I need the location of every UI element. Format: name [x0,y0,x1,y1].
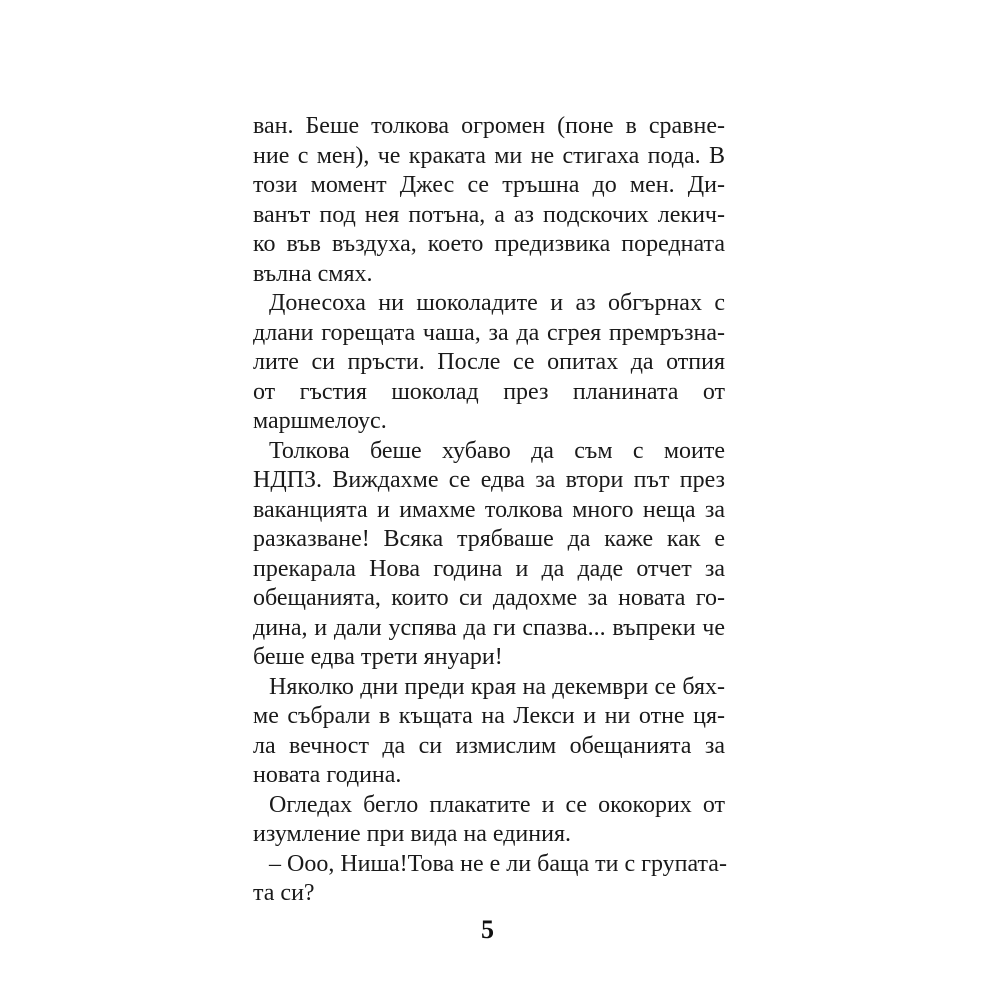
text-line: Толкова беше хубаво да съм с моите [269,437,725,464]
text-line: Огледах бегло плакатите и се ококорих от [269,791,725,818]
text-line: длани горещата чаша, за да сгрея премръзна- [253,319,725,346]
text-line: Донесоха ни шоколадите и аз обгърнах с [269,290,725,316]
text-line: ванът под нея потъна, а аз подскочих лекич- [253,201,725,228]
text-line: ме събрали в къщата на Лекси и ни отне ця- [253,703,725,729]
text-line: от гъстия шоколад през планината от [253,378,725,405]
text-line: ваканцията и имахме толкова много неща за [253,496,725,523]
text-line: вълна смях. [253,260,373,287]
paragraph [253,673,725,791]
paragraph [253,850,725,909]
text-line: дина, и дали успява да ги спазва... въпреки че [253,614,725,641]
text-line: лите си пръсти. После се опитах да отпия [253,349,725,375]
paragraph [253,112,725,289]
paragraph [253,437,725,673]
text-line: ко във въздуха, което предизвика поредната [253,231,725,257]
text-line: прекарала Нова година и да даде отчет за [253,555,725,582]
text-line: Няколко дни преди края на декември се бях- [269,673,725,700]
text-line: ние с мен), че краката ми не стигаха пода. В [253,142,725,169]
page-body-text [253,112,725,909]
text-line: НДПЗ. Виждахме се едва за втори път през [253,467,725,493]
text-line: – Ооо, Ниша!Това не е ли баща ти с групата- [269,850,727,877]
text-line: новата година. [253,762,402,788]
text-line: изумление при вида на единия. [253,821,571,847]
text-line: този момент Джес се тръшна до мен. Ди- [253,172,725,198]
text-line: ла вечност да си измислим обещанията за [253,732,725,759]
page-number: 5 [481,915,494,944]
text-line: разказване! Всяка трябваше да каже как е [253,526,725,552]
text-line: беше едва трети януари! [253,644,503,670]
text-line: ван. Беше толкова огромен (поне в сравне- [253,113,725,139]
text-line: обещанията, които си дадохме за новата го- [253,585,725,611]
text-line: маршмелоус. [253,408,387,434]
text-line: та си? [253,880,315,906]
paragraph [253,791,725,850]
paragraph [253,289,725,437]
